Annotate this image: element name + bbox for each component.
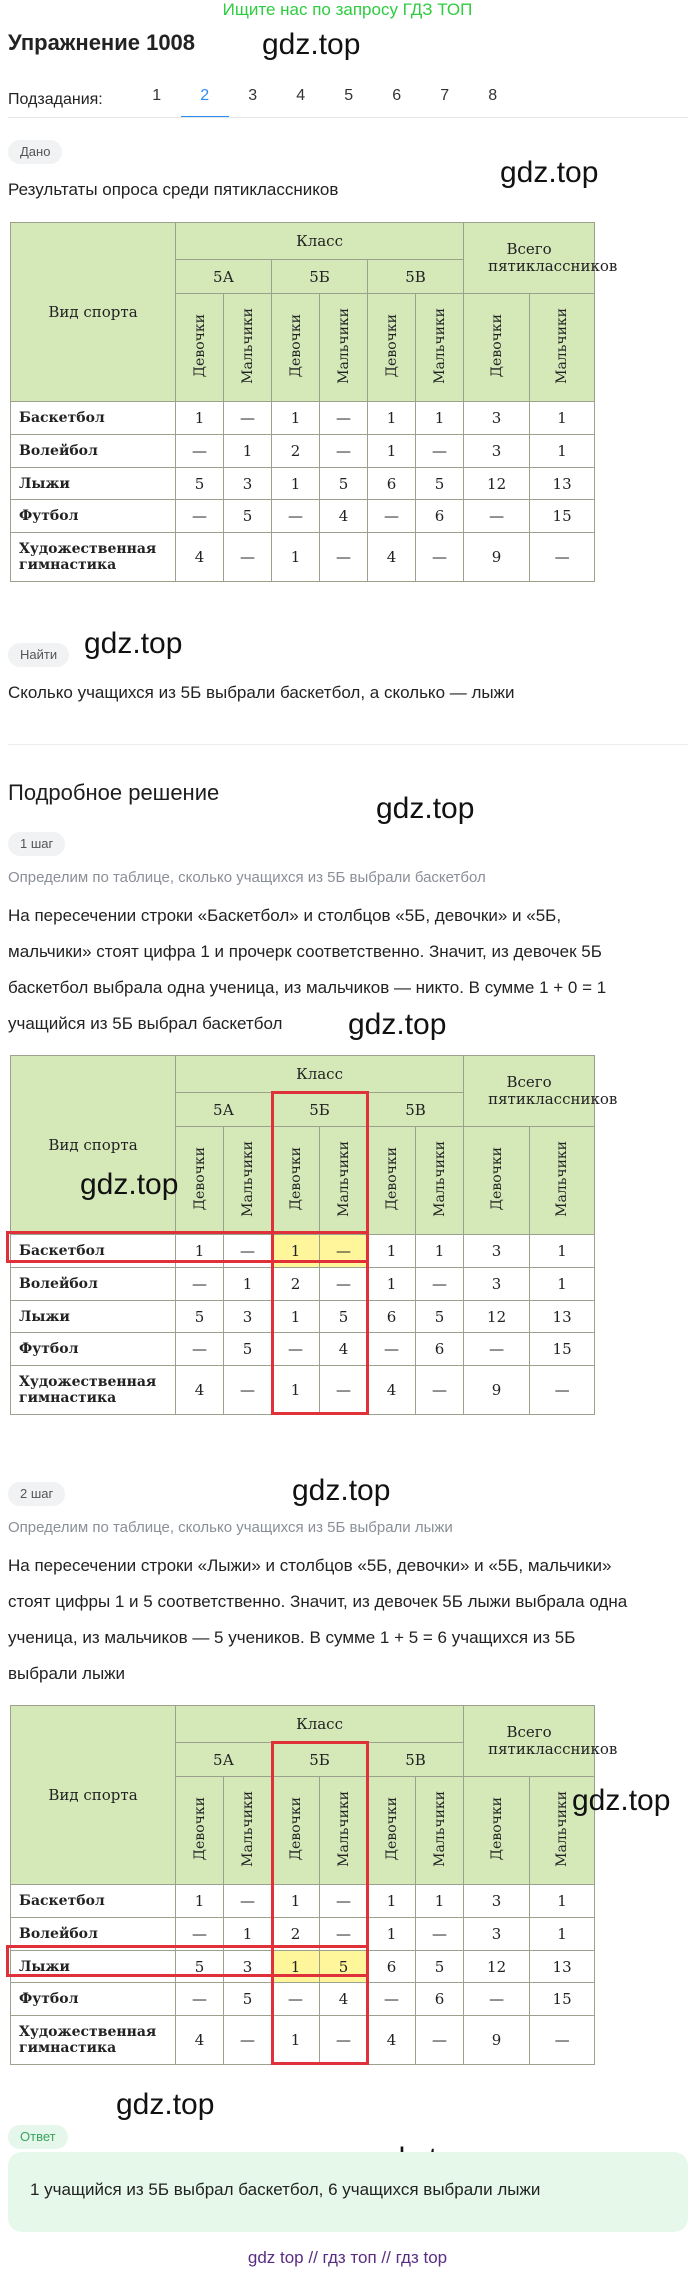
table-cell: 12: [464, 1950, 530, 1983]
table-cell: —: [530, 532, 595, 581]
table-cell: 5: [320, 1950, 368, 1983]
header-girls: [176, 294, 224, 402]
table-cell: 1: [368, 1918, 416, 1951]
header-boys-label: Мальчики: [239, 1140, 256, 1217]
header-boys-label: Мальчики: [431, 1140, 448, 1217]
find-pill: Найти: [8, 643, 69, 667]
header-girls: [368, 1127, 416, 1235]
table-cell: 6: [416, 500, 464, 533]
header-class-name: 5Б: [272, 1742, 368, 1777]
header-boys: [416, 1777, 464, 1885]
header-girls-label: Девочки: [383, 1147, 400, 1211]
table-cell: 1: [176, 402, 224, 435]
header-boys: [224, 1127, 272, 1235]
table-cell: 1: [368, 1268, 416, 1301]
step1-line3: баскетбол выбрала одна ученица, из мальчиков — никто. В сумме 1 + 0 = 1: [8, 978, 607, 997]
header-girls-label: Девочки: [287, 1147, 304, 1211]
table-cell: —: [320, 1885, 368, 1918]
answer-text: 1 учащийся из 5Б выбрал баскетбол, 6 учащихся выбрали лыжи: [30, 2180, 541, 2199]
table-row: [11, 2015, 595, 2064]
header-class-name: 5А: [176, 1092, 272, 1127]
header-girls-label: Девочки: [191, 1797, 208, 1861]
given-pill: Дано: [8, 140, 62, 164]
table-cell: 5: [176, 1300, 224, 1333]
header-boys-label: Мальчики: [554, 1140, 571, 1217]
header-boys-label: Мальчики: [431, 307, 448, 384]
table-cell: 15: [530, 1983, 595, 2016]
row-name: Баскетбол: [11, 402, 176, 435]
table-row: [11, 402, 595, 435]
table-cell: —: [176, 500, 224, 533]
table-cell: —: [224, 532, 272, 581]
table-row: [11, 1885, 595, 1918]
subtask-tab-5[interactable]: 5: [344, 87, 354, 104]
sports-table: [10, 222, 618, 582]
table-cell: —: [464, 500, 530, 533]
table-cell: 1: [416, 402, 464, 435]
table-cell: 1: [530, 435, 595, 468]
watermark: gdz.top: [500, 156, 599, 189]
table-cell: 1: [272, 467, 320, 500]
table-cell: 4: [320, 500, 368, 533]
table-cell: 13: [530, 1300, 595, 1333]
header-boys-label: Мальчики: [239, 1790, 256, 1867]
footer-links: [0, 2248, 695, 2268]
table-cell: 2: [272, 435, 320, 468]
table-row: [11, 1365, 595, 1414]
table-cell: 6: [368, 1950, 416, 1983]
table-cell: —: [224, 1885, 272, 1918]
table-cell: —: [320, 1365, 368, 1414]
table-cell: —: [368, 1983, 416, 2016]
subtask-tab-8[interactable]: 8: [488, 87, 498, 104]
subtask-tab-1[interactable]: 1: [152, 87, 162, 104]
table-cell: 5: [224, 1333, 272, 1366]
find-text: Сколько учащихся из 5Б выбрали баскетбол, а сколько — лыжи: [8, 683, 515, 702]
table-cell: —: [320, 1268, 368, 1301]
table-cell: —: [224, 1235, 272, 1268]
watermark: gdz.top: [348, 1008, 447, 1041]
row-name: Футбол: [11, 500, 176, 533]
table-cell: 1: [272, 1235, 320, 1268]
header-girls: [272, 294, 320, 402]
table-row: [11, 1268, 595, 1301]
table-cell: 5: [176, 467, 224, 500]
header-class-name: 5В: [368, 259, 464, 294]
row-name: Волейбол: [11, 435, 176, 468]
table-cell: 4: [176, 2015, 224, 2064]
table-cell: 5: [416, 1950, 464, 1983]
table-cell: —: [368, 1333, 416, 1366]
table-cell: —: [416, 1918, 464, 1951]
step2-line4: выбрали лыжи: [8, 1664, 126, 1683]
header-sport: Вид спорта: [11, 1056, 176, 1235]
step2-line1: На пересечении строки «Лыжи» и столбцов «5Б, девочки» и «5Б, мальчики»: [8, 1556, 612, 1575]
table-cell: 1: [272, 1300, 320, 1333]
header-girls: [368, 294, 416, 402]
solution-title: Подробное решение: [8, 780, 220, 805]
subtask-tab-7[interactable]: 7: [440, 87, 450, 104]
table-cell: 1: [530, 1268, 595, 1301]
table-cell: —: [320, 1235, 368, 1268]
table-cell: 1: [368, 1235, 416, 1268]
table-cell: 3: [224, 1300, 272, 1333]
header-boys: [416, 1127, 464, 1235]
table-cell: 9: [464, 2015, 530, 2064]
header-girls: [464, 294, 530, 402]
subtasks-bar: [8, 82, 517, 118]
header-girls-label: Девочки: [383, 314, 400, 378]
header-boys-label: Мальчики: [335, 1140, 352, 1217]
table-cell: 5: [416, 1300, 464, 1333]
table-cell: 4: [176, 532, 224, 581]
table-cell: —: [320, 1918, 368, 1951]
table-cell: 1: [272, 1950, 320, 1983]
table-cell: 1: [176, 1235, 224, 1268]
table-row: [11, 1300, 595, 1333]
header-girls-label: Девочки: [191, 314, 208, 378]
header-girls-label: Девочки: [488, 1147, 505, 1211]
tabs-divider: [8, 117, 688, 118]
table-cell: —: [320, 532, 368, 581]
row-name: Лыжи: [11, 1300, 176, 1333]
header-class-name: 5Б: [272, 259, 368, 294]
table-cell: —: [272, 500, 320, 533]
table-cell: 1: [530, 1235, 595, 1268]
table-cell: 12: [464, 1300, 530, 1333]
table-cell: 1: [272, 532, 320, 581]
table-cell: 1: [176, 1885, 224, 1918]
row-name: Лыжи: [11, 1950, 176, 1983]
header-boys: [530, 294, 595, 402]
row-name: Художественная гимнастика: [11, 1365, 176, 1414]
header-girls: [176, 1777, 224, 1885]
table-cell: 3: [464, 1918, 530, 1951]
table-cell: —: [320, 402, 368, 435]
table-cell: 9: [464, 532, 530, 581]
header-girls-label: Девочки: [383, 1797, 400, 1861]
header-boys-label: Мальчики: [554, 1790, 571, 1867]
header-girls-label: Девочки: [488, 1797, 505, 1861]
answer-box: [8, 2152, 688, 2232]
table-cell: —: [416, 435, 464, 468]
footer-separator: //: [381, 2248, 391, 2267]
table-cell: 5: [320, 1300, 368, 1333]
header-class-name: 5В: [368, 1742, 464, 1777]
header-class-name: 5Б: [272, 1092, 368, 1127]
sports-table: [10, 1705, 618, 2065]
table-cell: —: [416, 1365, 464, 1414]
table-row: [11, 500, 595, 533]
watermark: gdz.top: [80, 1168, 179, 1201]
table-row: [11, 1918, 595, 1951]
table-cell: 6: [368, 467, 416, 500]
table-cell: 9: [464, 1365, 530, 1414]
sports-table-image-3: [10, 1705, 618, 2065]
table-cell: 1: [530, 1885, 595, 1918]
table-cell: 1: [368, 1885, 416, 1918]
table-cell: 3: [464, 435, 530, 468]
table-cell: —: [320, 435, 368, 468]
header-girls: [464, 1777, 530, 1885]
table-cell: 1: [530, 402, 595, 435]
row-name: Лыжи: [11, 467, 176, 500]
table-cell: —: [530, 1365, 595, 1414]
watermark: gdz.top: [84, 627, 183, 660]
table-cell: 6: [416, 1983, 464, 2016]
row-name: Художественная гимнастика: [11, 532, 176, 581]
table-cell: —: [464, 1333, 530, 1366]
subtask-tab-4[interactable]: 4: [296, 87, 306, 104]
table-cell: 6: [368, 1300, 416, 1333]
table-row: [11, 1333, 595, 1366]
table-row: [11, 532, 595, 581]
search-banner: Ищите нас по запросу ГДЗ ТОП: [222, 0, 473, 19]
table-row: [11, 435, 595, 468]
table-cell: 3: [224, 467, 272, 500]
footer-separator: //: [308, 2248, 318, 2267]
table-row: [11, 467, 595, 500]
header-boys: [224, 1777, 272, 1885]
table-cell: —: [464, 1983, 530, 2016]
table-cell: 2: [272, 1918, 320, 1951]
table-cell: 1: [368, 435, 416, 468]
step1-line1: На пересечении строки «Баскетбол» и столбцов «5Б, девочки» и «5Б,: [8, 906, 562, 925]
header-total: Всего пятиклассников: [464, 1706, 595, 1777]
header-sport: Вид спорта: [11, 1706, 176, 1885]
table-cell: 1: [416, 1885, 464, 1918]
header-girls: [272, 1127, 320, 1235]
table-cell: —: [176, 1268, 224, 1301]
table-cell: 1: [368, 402, 416, 435]
table-cell: 4: [368, 532, 416, 581]
header-girls-label: Девочки: [191, 1147, 208, 1211]
table-cell: 4: [176, 1365, 224, 1414]
header-boys-label: Мальчики: [335, 307, 352, 384]
table-cell: —: [176, 1983, 224, 2016]
table-cell: —: [272, 1983, 320, 2016]
step2-pill: 2 шаг: [8, 1482, 65, 1506]
footer-link-gdz-top-ru[interactable]: гдз топ: [322, 2248, 377, 2267]
watermark: gdz.top: [292, 1474, 391, 1507]
watermark: gdz.top: [572, 1784, 671, 1817]
row-name: Футбол: [11, 1983, 176, 2016]
footer-link-gdz-top[interactable]: gdz top: [247, 2248, 304, 2267]
table-cell: 4: [320, 1983, 368, 2016]
given-text: Результаты опроса среди пятиклассников: [8, 180, 339, 199]
header-girls-label: Девочки: [488, 314, 505, 378]
row-name: Баскетбол: [11, 1885, 176, 1918]
table-cell: 3: [464, 1885, 530, 1918]
table-cell: 1: [530, 1918, 595, 1951]
step2-line3: ученица, из мальчиков — 5 учеников. В сумме 1 + 5 = 6 учащихся из 5Б: [8, 1628, 576, 1647]
sports-table-image-2: [10, 1055, 618, 1415]
table-cell: 3: [464, 1268, 530, 1301]
table-cell: —: [176, 435, 224, 468]
table-cell: 5: [320, 467, 368, 500]
table-cell: 5: [176, 1950, 224, 1983]
step1-line4: учащийся из 5Б выбрал баскетбол: [8, 1014, 283, 1033]
header-class: Класс: [176, 1056, 464, 1093]
subtasks-label: Подзадания:: [8, 91, 103, 108]
table-cell: 1: [272, 1885, 320, 1918]
table-cell: 3: [464, 402, 530, 435]
header-boys-label: Мальчики: [335, 1790, 352, 1867]
row-name: Баскетбол: [11, 1235, 176, 1268]
answer-pill: Ответ: [8, 2125, 68, 2149]
table-cell: 1: [224, 435, 272, 468]
header-class-name: 5А: [176, 259, 272, 294]
header-girls: [368, 1777, 416, 1885]
table-cell: —: [320, 2015, 368, 2064]
table-cell: 1: [224, 1918, 272, 1951]
header-girls: [272, 1777, 320, 1885]
header-boys: [320, 294, 368, 402]
table-cell: 12: [464, 467, 530, 500]
watermark: gdz.top: [116, 2088, 215, 2121]
table-cell: 13: [530, 1950, 595, 1983]
page-title: Упражнение 1008: [8, 30, 196, 55]
table-cell: 4: [368, 2015, 416, 2064]
step2-hint: Определим по таблице, сколько учащихся из 5Б выбрали лыжи: [8, 1519, 453, 1536]
header-girls-label: Девочки: [287, 1797, 304, 1861]
header-boys-label: Мальчики: [239, 307, 256, 384]
header-class-name: 5А: [176, 1742, 272, 1777]
table-cell: 15: [530, 500, 595, 533]
table-cell: 13: [530, 467, 595, 500]
table-cell: 4: [320, 1333, 368, 1366]
table-cell: 3: [464, 1235, 530, 1268]
section-divider: [8, 744, 688, 745]
header-boys: [416, 294, 464, 402]
table-row: [11, 1950, 595, 1983]
table-row: [11, 1235, 595, 1268]
table-cell: —: [224, 2015, 272, 2064]
table-cell: —: [224, 1365, 272, 1414]
watermark: gdz.top: [376, 792, 475, 825]
header-girls-label: Девочки: [287, 314, 304, 378]
table-cell: —: [176, 1333, 224, 1366]
step1-pill: 1 шаг: [8, 832, 65, 856]
subtask-tab-3[interactable]: 3: [248, 87, 258, 104]
header-class: Класс: [176, 1706, 464, 1743]
table-cell: 1: [272, 2015, 320, 2064]
header-sport: Вид спорта: [11, 223, 176, 402]
row-name: Волейбол: [11, 1918, 176, 1951]
header-boys: [530, 1127, 595, 1235]
header-total: Всего пятиклассников: [464, 1056, 595, 1127]
header-class-name: 5В: [368, 1092, 464, 1127]
table-cell: 3: [224, 1950, 272, 1983]
footer-link-gdz-top-mixed[interactable]: гдз top: [395, 2248, 448, 2267]
table-cell: —: [530, 2015, 595, 2064]
row-name: Художественная гимнастика: [11, 2015, 176, 2064]
subtask-tab-2[interactable]: 2: [181, 82, 229, 118]
table-cell: —: [176, 1918, 224, 1951]
header-boys: [320, 1127, 368, 1235]
table-cell: 1: [272, 1365, 320, 1414]
table-cell: 5: [416, 467, 464, 500]
table-cell: 5: [224, 500, 272, 533]
watermark: gdz.top: [262, 28, 361, 61]
table-cell: —: [272, 1333, 320, 1366]
step2-line2: стоят цифры 1 и 5 соответственно. Значит, из девочек 5Б лыжи выбрала одна: [8, 1592, 628, 1611]
table-cell: —: [416, 532, 464, 581]
table-cell: —: [368, 500, 416, 533]
header-girls: [464, 1127, 530, 1235]
table-cell: 6: [416, 1333, 464, 1366]
table-cell: —: [224, 402, 272, 435]
subtask-tab-6[interactable]: 6: [392, 87, 402, 104]
header-class: Класс: [176, 223, 464, 260]
row-name: Волейбол: [11, 1268, 176, 1301]
table-cell: 1: [224, 1268, 272, 1301]
header-boys: [320, 1777, 368, 1885]
step1-hint: Определим по таблице, сколько учащихся из 5Б выбрали баскетбол: [8, 869, 486, 886]
table-cell: —: [416, 1268, 464, 1301]
header-boys-label: Мальчики: [554, 307, 571, 384]
header-boys-label: Мальчики: [431, 1790, 448, 1867]
sports-table: [10, 1055, 618, 1415]
header-girls: [176, 1127, 224, 1235]
table-row: [11, 1983, 595, 2016]
row-name: Футбол: [11, 1333, 176, 1366]
header-boys: [224, 294, 272, 402]
sports-table-image-1: [10, 222, 618, 582]
table-cell: 4: [368, 1365, 416, 1414]
table-cell: 1: [416, 1235, 464, 1268]
table-cell: 15: [530, 1333, 595, 1366]
table-cell: 1: [272, 402, 320, 435]
step1-line2: мальчики» стоят цифра 1 и прочерк соответственно. Значит, из девочек 5Б: [8, 942, 602, 961]
table-cell: —: [416, 2015, 464, 2064]
header-total: Всего пятиклассников: [464, 223, 595, 294]
table-cell: 5: [224, 1983, 272, 2016]
table-cell: 2: [272, 1268, 320, 1301]
